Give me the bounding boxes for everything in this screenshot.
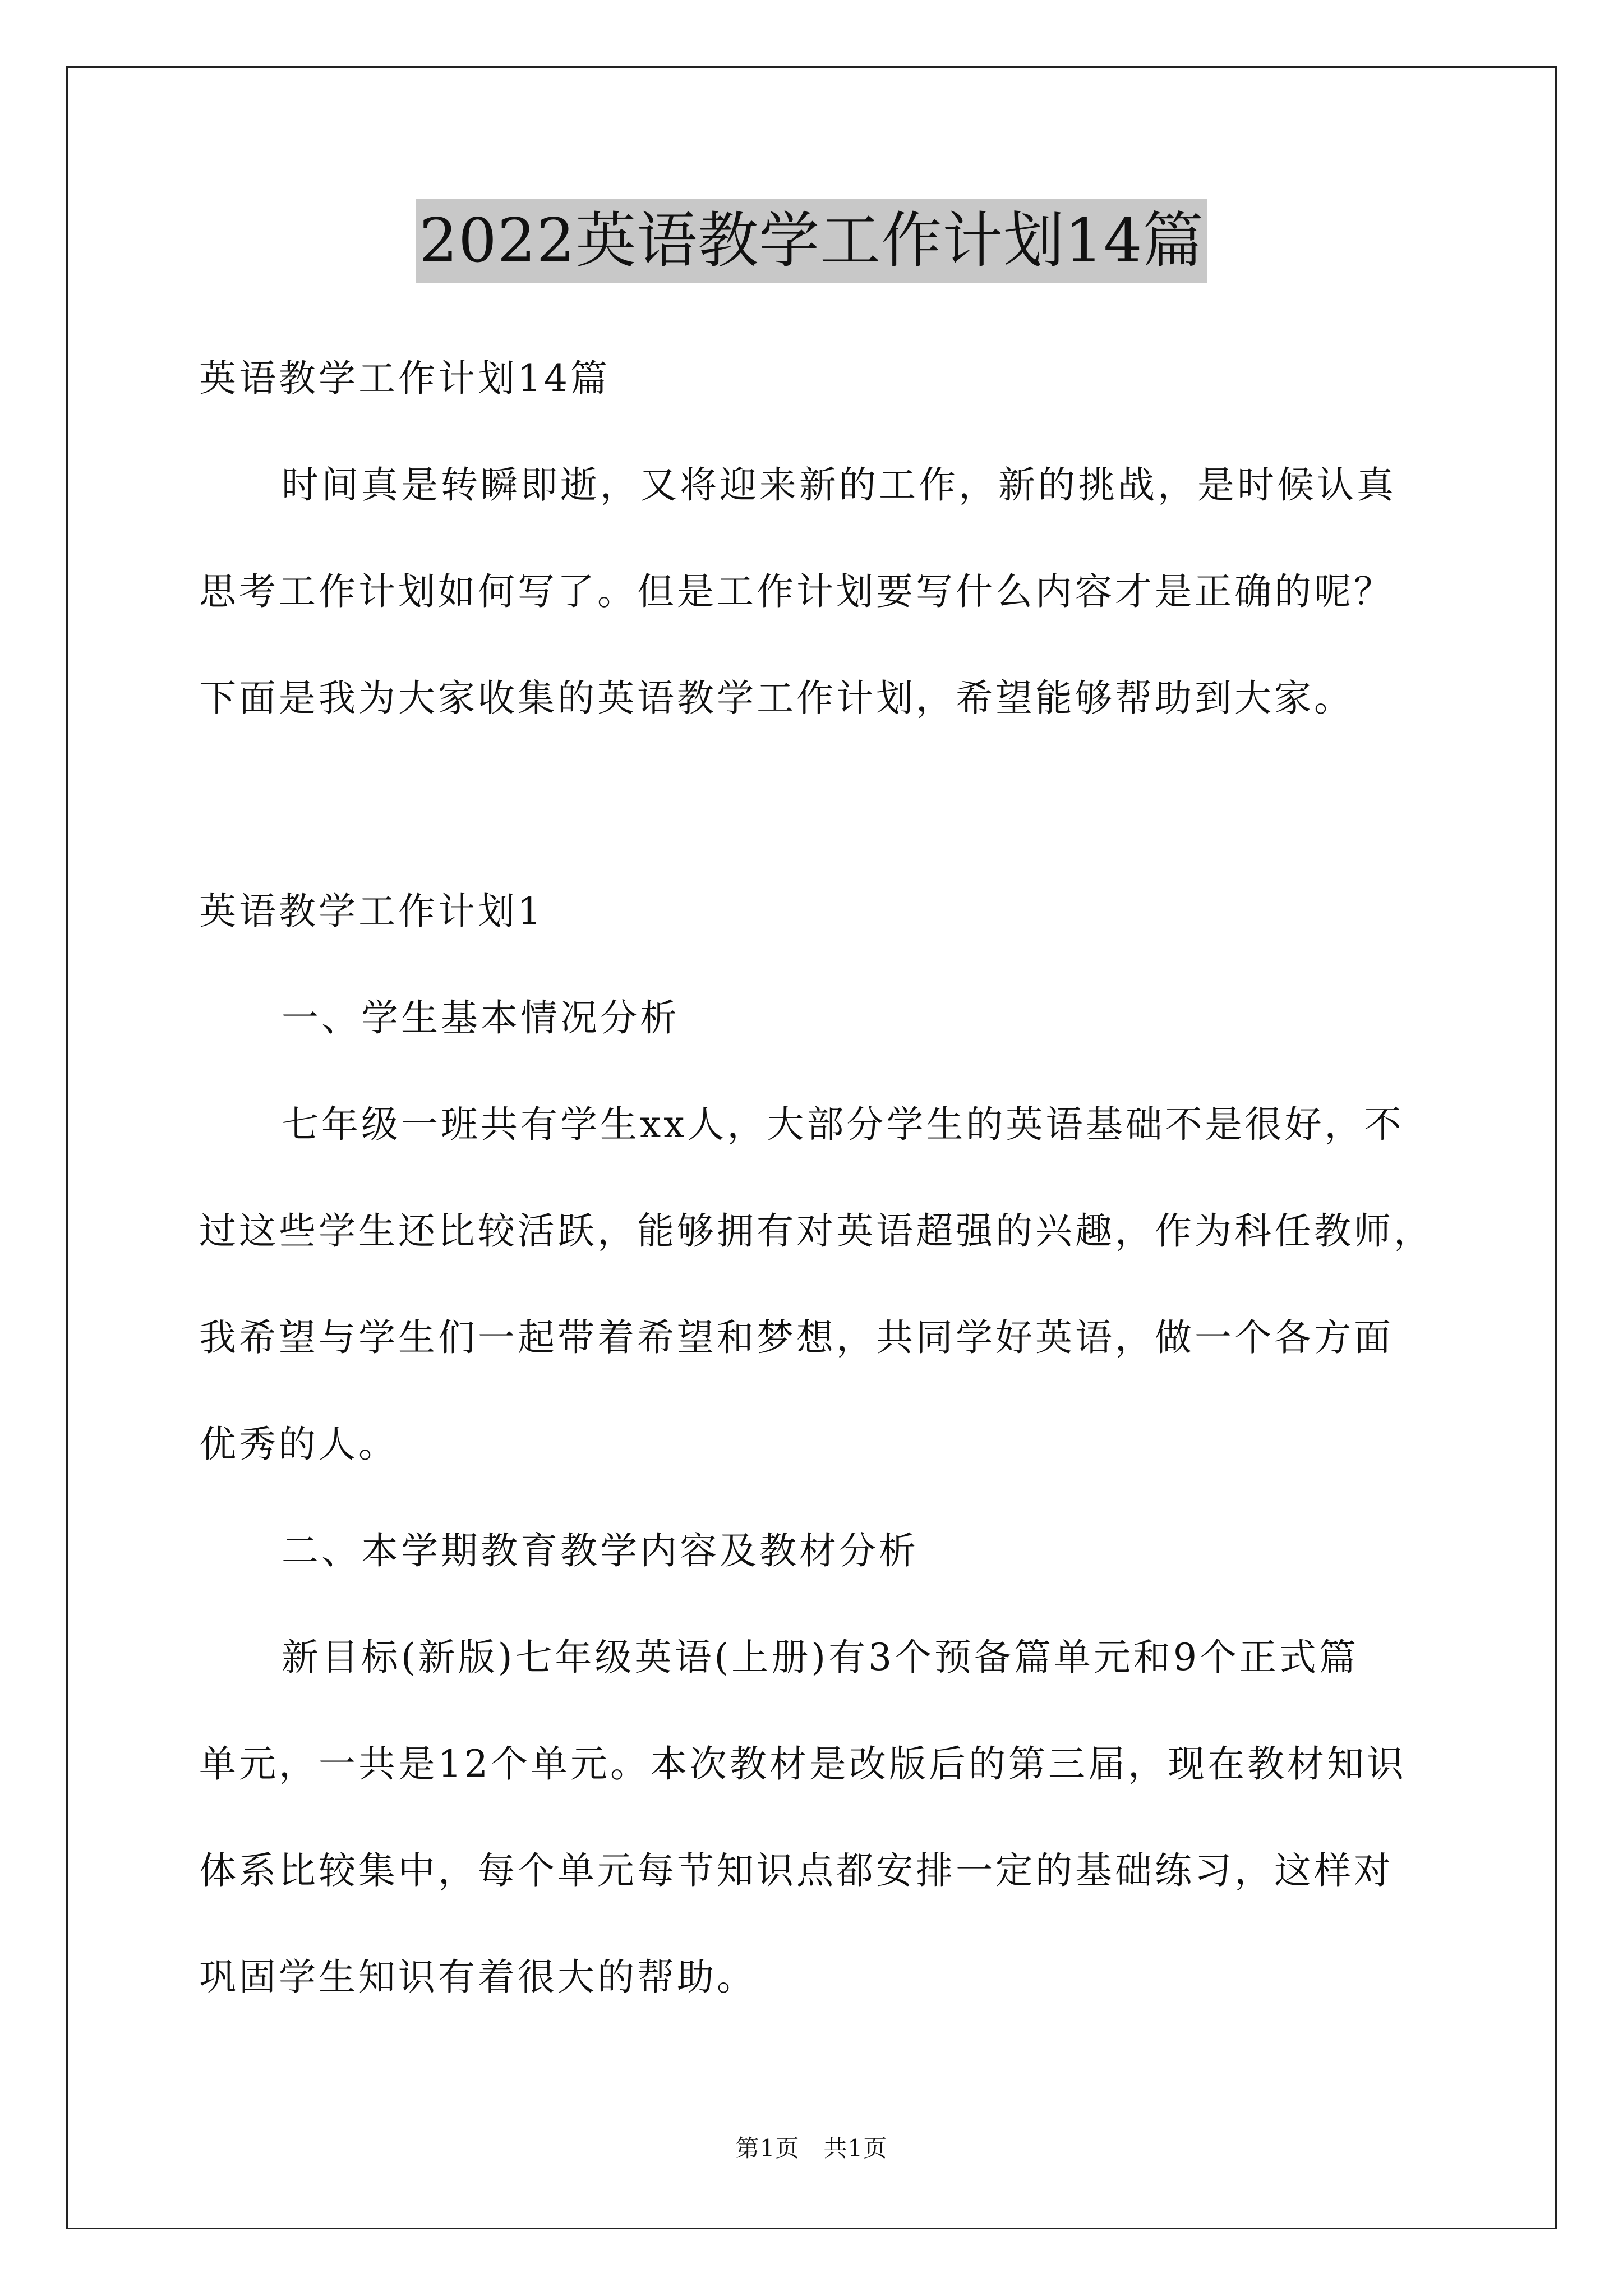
subsection-heading: 一、学生基本情况分析: [282, 996, 680, 1039]
paragraph-line: 过这些学生还比较活跃，能够拥有对英语超强的兴趣，作为科任教师，: [199, 1209, 1433, 1253]
paragraph-line: 我希望与学生们一起带着希望和梦想，共同学好英语，做一个各方面: [199, 1316, 1394, 1359]
subsection-heading: 二、本学期教育教学内容及教材分析: [282, 1529, 919, 1572]
paragraph-line: 思考工作计划如何写了。但是工作计划要写什么内容才是正确的呢？: [199, 570, 1394, 613]
document-title: 2022英语教学工作计划14篇: [416, 199, 1207, 283]
page-footer: 第1页 共1页: [735, 2134, 888, 2162]
section-heading: 英语教学工作计划1: [199, 890, 544, 933]
paragraph-line: 新目标(新版)七年级英语(上册)有3个预备篇单元和9个正式篇: [282, 1636, 1359, 1679]
document-title-block: [0, 199, 1623, 283]
paragraph-line: 下面是我为大家收集的英语教学工作计划，希望能够帮助到大家。: [199, 677, 1354, 720]
paragraph-line: 七年级一班共有学生xx人，大部分学生的英语基础不是很好，不: [282, 1103, 1404, 1146]
paragraph-line: 优秀的人。: [199, 1423, 398, 1466]
paragraph-line: 体系比较集中，每个单元每节知识点都安排一定的基础练习，这样对: [199, 1849, 1394, 1892]
paragraph-line: 单元，一共是12个单元。本次教材是改版后的第三届，现在教材知识: [199, 1742, 1407, 1786]
paragraph-line: 时间真是转瞬即逝，又将迎来新的工作，新的挑战，是时候认真: [282, 463, 1396, 507]
subtitle-line: 英语教学工作计划14篇: [199, 357, 610, 400]
paragraph-line: 巩固学生知识有着很大的帮助。: [199, 1955, 757, 1999]
